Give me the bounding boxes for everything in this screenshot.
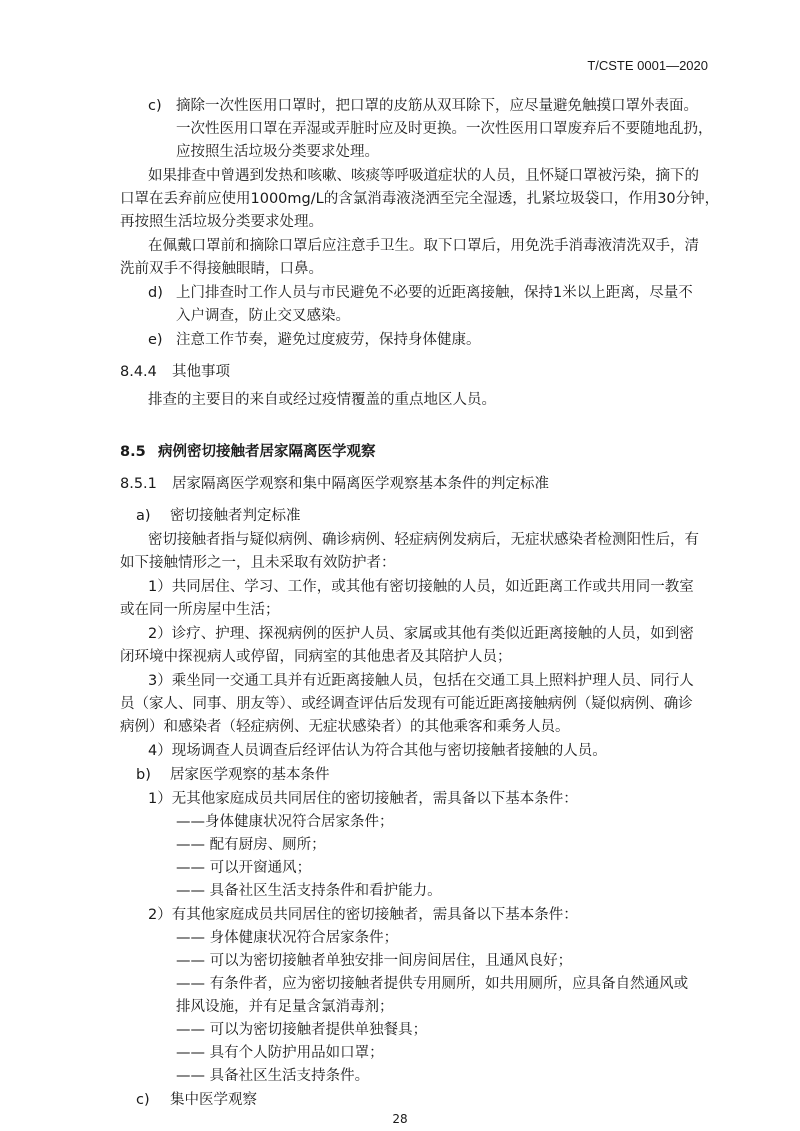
list-label: c) (136, 1092, 150, 1108)
section-number: 8.5 (120, 444, 146, 460)
list-label: e) (148, 332, 163, 348)
dash-item: —— 身体健康状况符合居家条件； (176, 930, 399, 946)
item-title: 密切接触者判定标准 (170, 508, 301, 524)
paragraph-line: 如下接触情形之一，且未采取有效防护者： (120, 555, 396, 571)
section-title: 居家隔离医学观察和集中隔离医学观察基本条件的判定标准 (172, 476, 549, 492)
section-title: 病例密切接触者居家隔离医学观察 (158, 444, 376, 460)
paragraph-line: 摘除一次性医用口罩时，把口罩的皮筋从双耳除下，应尽量避免触摸口罩外表面。 (176, 98, 698, 114)
paragraph-line: 口罩在丢弃前应使用1000mg/L的含氯消毒液浇洒至完全湿透，扎紧垃圾袋口，作用30分钟， (120, 191, 720, 207)
paragraph-line: 上门排查时工作人员与市民避免不必要的近距离接触，保持1米以上距离，尽量不 (176, 285, 693, 301)
paragraph-line: 洗前双手不得接触眼睛，口鼻。 (120, 261, 323, 277)
dash-item: ——身体健康状况符合居家条件； (176, 814, 394, 830)
dash-item: —— 配有厨房、厕所； (176, 837, 326, 853)
paragraph-line: 应按照生活垃圾分类要求处理。 (176, 144, 379, 160)
paragraph-line: 再按照生活垃圾分类要求处理。 (120, 214, 323, 230)
dash-item: —— 可以为密切接触者单独安排一间房间居住，且通风良好； (176, 953, 573, 969)
paragraph-line: 1）无其他家庭成员共同居住的密切接触者，需具备以下基本条件： (148, 791, 578, 807)
dash-item: —— 可以开窗通风； (176, 860, 312, 876)
paragraph-line: 1）共同居住、学习、工作，或其他有密切接触的人员，如近距离工作或共用同一教室 (148, 579, 694, 595)
dash-item: —— 有条件者，应为密切接触者提供专用厕所，如共用厕所，应具备自然通风或 (176, 976, 689, 992)
list-label: b) (136, 767, 151, 783)
dash-item: —— 具备社区生活支持条件和看护能力。 (176, 883, 442, 899)
paragraph-line: 如果排查中曾遇到发热和咳嗽、咳痰等呼吸道症状的人员，且怀疑口罩被污染，摘下的 (148, 168, 699, 184)
dash-item: —— 具备社区生活支持条件。 (176, 1068, 370, 1084)
paragraph-line: 一次性医用口罩在弄湿或弄脏时应及时更换。一次性医用口罩废弃后不要随地乱扔， (176, 121, 713, 137)
paragraph-line: 闭环境中探视病人或停留，同病室的其他患者及其陪护人员； (120, 649, 512, 665)
list-label: d) (148, 285, 163, 301)
paragraph-line: 病例）和感染者（轻症病例、无症状感染者）的其他乘客和乘务人员。 (120, 719, 570, 735)
dash-item: 排风设施，并有足量含氯消毒剂； (176, 999, 394, 1015)
item-title: 居家医学观察的基本条件 (170, 767, 330, 783)
paragraph-line: 注意工作节奏，避免过度疲劳，保持身体健康。 (176, 332, 481, 348)
paragraph-line: 在佩戴口罩前和摘除口罩后应注意手卫生。取下口罩后，用免洗手消毒液清洗双手，清 (148, 238, 699, 254)
paragraph-line: 2）诊疗、护理、探视病例的医护人员、家属或其他有类似近距离接触的人员，如到密 (148, 626, 694, 642)
section-title: 其他事项 (172, 364, 230, 380)
section-number: 8.4.4 (120, 364, 157, 380)
paragraph-line: 密切接触者指与疑似病例、确诊病例、轻症病例发病后，无症状感染者检测阳性后，有 (148, 532, 699, 548)
paragraph-line: 排查的主要目的来自或经过疫情覆盖的重点地区人员。 (148, 392, 496, 408)
dash-item: —— 可以为密切接触者提供单独餐具； (176, 1022, 428, 1038)
paragraph-line: 2）有其他家庭成员共同居住的密切接触者，需具备以下基本条件： (148, 907, 578, 923)
dash-item: —— 具有个人防护用品如口罩； (176, 1045, 384, 1061)
paragraph-line: 3）乘坐同一交通工具并有近距离接触人员，包括在交通工具上照料护理人员、同行人 (148, 673, 694, 689)
paragraph-line: 4）现场调查人员调查后经评估认为符合其他与密切接触者接触的人员。 (148, 743, 607, 759)
list-label: c) (148, 98, 162, 114)
paragraph-line: 或在同一所房屋中生活； (120, 602, 280, 618)
paragraph-line: 入户调查，防止交叉感染。 (176, 308, 350, 324)
document-header: T/CSTE 0001—2020 (587, 58, 708, 73)
page-number: 28 (392, 1112, 408, 1126)
section-number: 8.5.1 (120, 476, 157, 492)
item-title: 集中医学观察 (170, 1092, 257, 1108)
list-label: a) (136, 508, 151, 524)
paragraph-line: 员（家人、同事、朋友等）、或经调查评估后发现有可能近距离接触病例（疑似病例、确诊 (120, 696, 693, 712)
